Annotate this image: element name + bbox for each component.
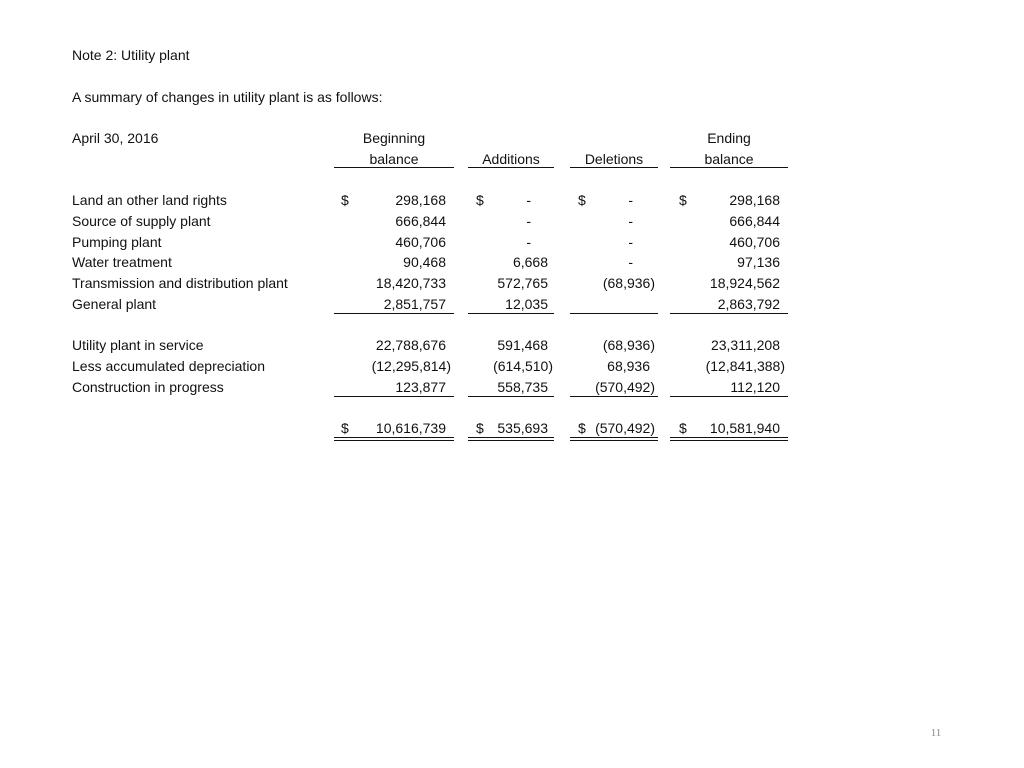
double-rule-additions-1 (468, 437, 554, 438)
row-beginning: 18,420,733 (375, 275, 446, 291)
row-ending: 18,924,562 (709, 275, 780, 291)
total-currency-beginning: $ (341, 420, 349, 436)
total-additions: 535,693 (497, 420, 548, 436)
row-ending: 2,863,792 (717, 296, 780, 312)
row-additions: 6,668 (512, 254, 548, 270)
subtotal-ending: 23,311,208 (710, 337, 780, 353)
row-ending: 298,168 (729, 192, 780, 208)
subtotal-label: Construction in progress (72, 379, 224, 395)
header-additions: Additions (482, 151, 540, 167)
subtotal-beginning: (12,295,814) (371, 358, 451, 374)
total-deletions: (570,492) (595, 420, 655, 436)
double-rule-beginning-1 (334, 437, 454, 438)
row-additions: - (526, 234, 531, 250)
row-label: Transmission and distribution plant (72, 275, 288, 291)
row-additions: 572,765 (497, 275, 548, 291)
header-ending-top: Ending (707, 130, 751, 146)
double-rule-deletions-1 (570, 437, 658, 438)
row-beginning: 2,851,757 (383, 296, 446, 312)
currency-ending: $ (679, 192, 687, 208)
subtotal-rule-additions (468, 313, 554, 314)
row-additions: - (526, 192, 531, 208)
total-rule-beginning (334, 396, 454, 397)
header-rule-beginning (334, 167, 454, 168)
subtotal-beginning: 123,877 (395, 379, 446, 395)
total-beginning: 10,616,739 (375, 420, 446, 436)
header-beginning-top: Beginning (362, 130, 426, 146)
double-rule-ending-1 (670, 437, 788, 438)
subtotal-additions: 558,735 (497, 379, 548, 395)
double-rule-additions-2 (468, 440, 554, 441)
header-ending-bottom: balance (704, 151, 754, 167)
double-rule-deletions-2 (570, 440, 658, 441)
row-label: Source of supply plant (72, 213, 211, 229)
row-ending: 460,706 (729, 234, 780, 250)
currency-beginning: $ (341, 192, 349, 208)
subtotal-label: Less accumulated depreciation (72, 358, 266, 374)
row-label: General plant (72, 296, 157, 312)
total-rule-deletions (570, 396, 658, 397)
row-deletions: - (628, 192, 633, 208)
total-ending: 10,581,940 (709, 420, 780, 436)
currency-additions: $ (476, 192, 484, 208)
currency-deletions: $ (578, 192, 586, 208)
row-beginning: 666,844 (395, 213, 446, 229)
note-title: Note 2: Utility plant (72, 47, 190, 63)
page-number: 11 (930, 727, 942, 739)
total-currency-deletions: $ (578, 420, 586, 436)
subtotal-ending: 112,120 (730, 379, 780, 395)
total-currency-additions: $ (476, 420, 484, 436)
row-beginning: 460,706 (395, 234, 446, 250)
subtotal-deletions: (68,936) (602, 337, 655, 353)
total-rule-additions (468, 396, 554, 397)
row-deletions: - (628, 213, 633, 229)
row-ending: 97,136 (737, 254, 780, 270)
header-rule-ending (670, 167, 788, 168)
subtotal-additions: (614,510) (493, 358, 553, 374)
row-beginning: 90,468 (403, 254, 446, 270)
row-additions: 12,035 (505, 296, 548, 312)
double-rule-beginning-2 (334, 440, 454, 441)
subtotal-rule-deletions (570, 313, 658, 314)
header-deletions: Deletions (584, 151, 644, 167)
subtotal-beginning: 22,788,676 (375, 337, 446, 353)
row-deletions: - (628, 254, 633, 270)
row-deletions: - (628, 234, 633, 250)
subtotal-rule-beginning (334, 313, 454, 314)
subtotal-additions: 591,468 (497, 337, 548, 353)
subtotal-rule-ending (670, 313, 788, 314)
row-additions: - (526, 213, 531, 229)
total-currency-ending: $ (679, 420, 687, 436)
subtotal-label: Utility plant in service (72, 337, 204, 353)
total-rule-ending (670, 396, 788, 397)
row-ending: 666,844 (729, 213, 780, 229)
subtotal-ending: (12,841,388) (705, 358, 785, 374)
double-rule-ending-2 (670, 440, 788, 441)
header-rule-additions (468, 167, 554, 168)
row-deletions: (68,936) (602, 275, 655, 291)
intro-text: A summary of changes in utility plant is as follows: (72, 89, 383, 105)
row-label: Land an other land rights (72, 192, 227, 208)
subtotal-deletions: 68,936 (607, 358, 650, 374)
header-beginning-bottom: balance (369, 151, 419, 167)
row-label: Pumping plant (72, 234, 162, 250)
header-rule-deletions (570, 167, 658, 168)
period-label: April 30, 2016 (72, 130, 159, 146)
subtotal-deletions: (570,492) (595, 379, 655, 395)
row-beginning: 298,168 (395, 192, 446, 208)
row-label: Water treatment (72, 254, 172, 270)
